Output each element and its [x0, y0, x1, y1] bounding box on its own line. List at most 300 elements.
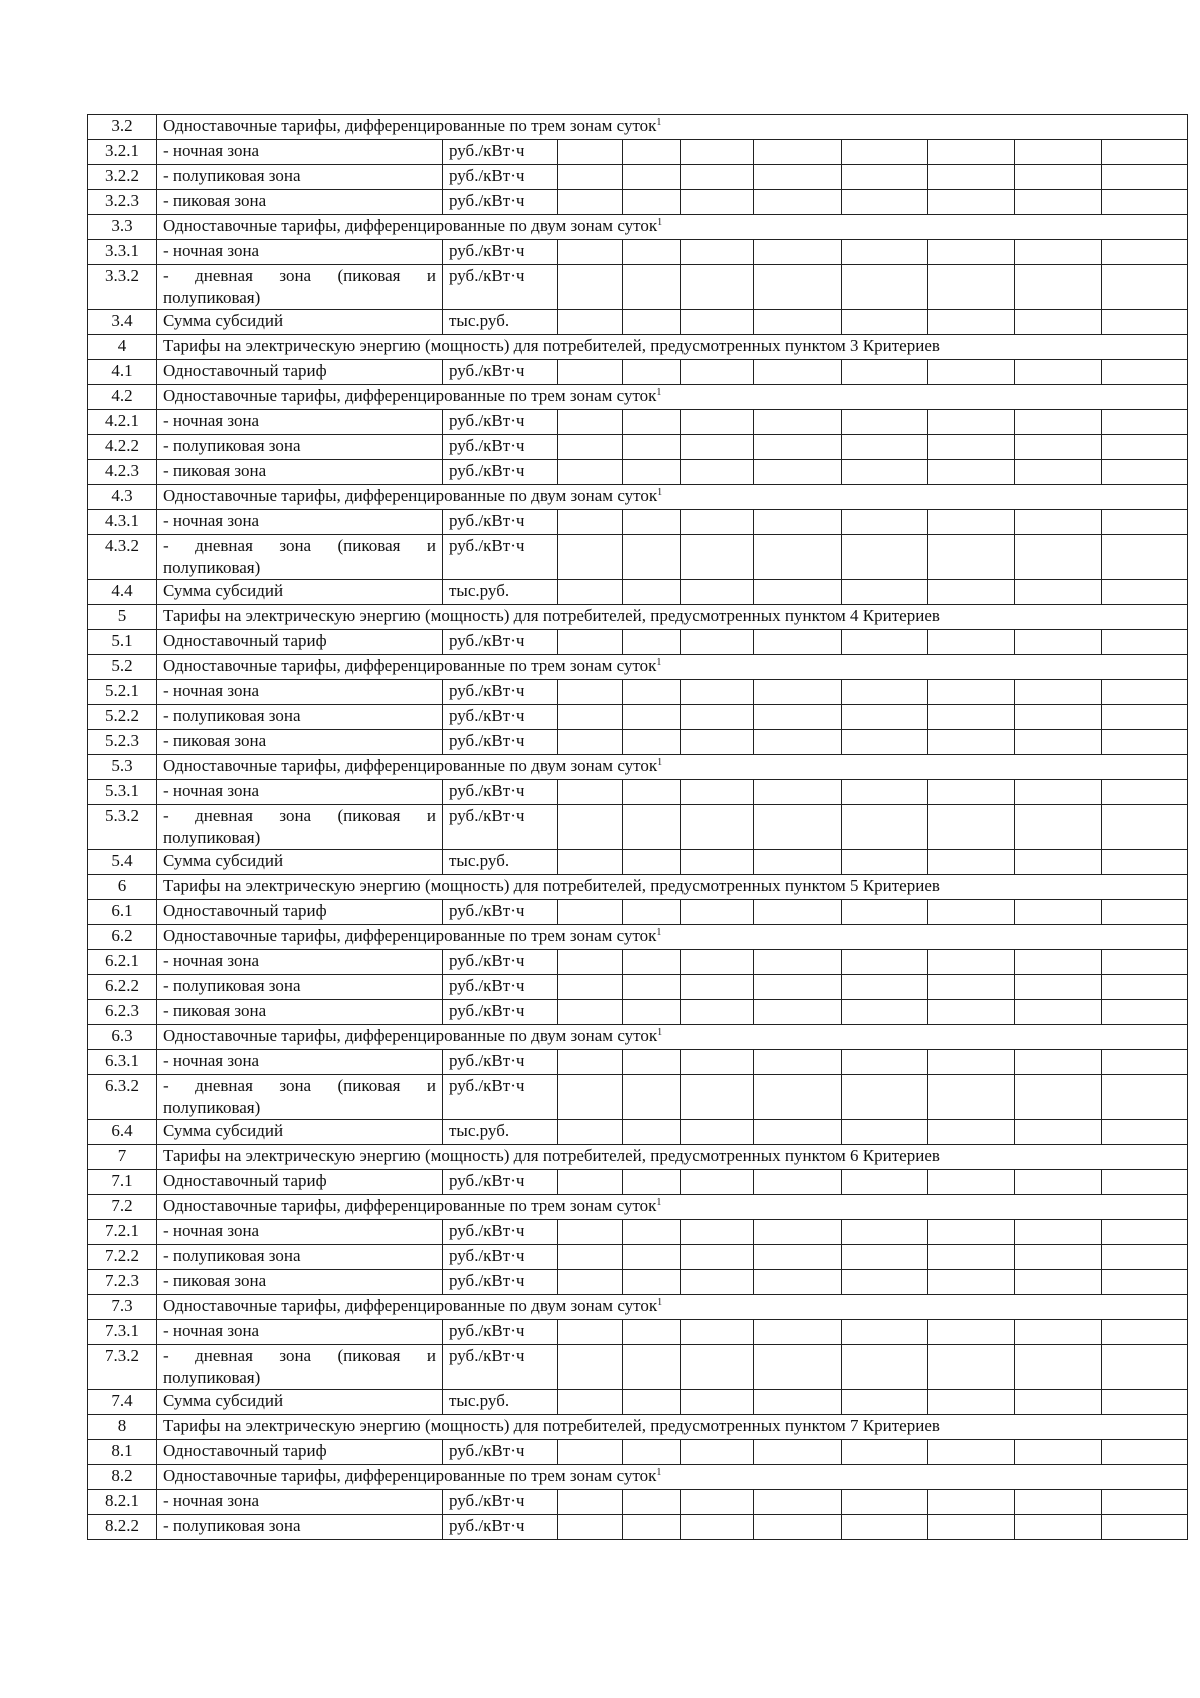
row-number: 7.2 [88, 1195, 157, 1220]
value-cell [842, 310, 928, 335]
row-label: - ночная зона [157, 410, 443, 435]
row-number: 6.4 [88, 1120, 157, 1145]
row-number: 7.3 [88, 1295, 157, 1320]
value-cell [1015, 780, 1102, 805]
row-number: 4.1 [88, 360, 157, 385]
footnote-marker: 1 [656, 657, 662, 668]
value-cell [928, 1120, 1015, 1145]
value-cell [681, 1270, 754, 1295]
value-cell [842, 580, 928, 605]
row-label: Одноставочные тарифы, дифференцированные по двум зонам суток [163, 1296, 658, 1315]
value-cell [928, 360, 1015, 385]
row-label: Одноставочные тарифы, дифференцированные по двум зонам суток [163, 756, 658, 775]
row-label: - пиковая зона [157, 730, 443, 755]
value-cell [1102, 1490, 1188, 1515]
row-number: 8.2.1 [88, 1490, 157, 1515]
value-cell [1102, 1515, 1188, 1540]
table-row [88, 1345, 1188, 1390]
table-row [88, 1145, 1188, 1170]
row-label: - полупиковая зона [157, 1515, 443, 1540]
row-label: Одноставочный тариф [157, 1440, 443, 1465]
row-label: - полупиковая зона [157, 1245, 443, 1270]
value-cell [1015, 1170, 1102, 1195]
value-cell [928, 535, 1015, 580]
value-cell [558, 900, 623, 925]
value-cell [681, 165, 754, 190]
value-cell [558, 460, 623, 485]
value-cell [754, 900, 842, 925]
value-cell [842, 680, 928, 705]
row-label: Тарифы на электрическую энергию (мощность) для потребителей, предусмотренных пунктом 5 Критериев [163, 876, 940, 895]
value-cell [928, 680, 1015, 705]
table-row [88, 755, 1188, 780]
row-number: 6 [88, 875, 157, 900]
value-cell [623, 360, 681, 385]
row-label: - ночная зона [157, 240, 443, 265]
value-cell [1102, 140, 1188, 165]
value-cell [928, 240, 1015, 265]
value-cell [842, 140, 928, 165]
value-cell [1102, 165, 1188, 190]
row-label: - дневная зона (пиковая и полупиковая) [157, 1075, 443, 1120]
value-cell [928, 1440, 1015, 1465]
value-cell [681, 1000, 754, 1025]
value-cell [1102, 435, 1188, 460]
value-cell [842, 950, 928, 975]
section-title [157, 875, 1188, 900]
group-title [157, 115, 1188, 140]
value-cell [558, 190, 623, 215]
value-cell [623, 1270, 681, 1295]
value-cell [928, 1270, 1015, 1295]
row-number: 3.3 [88, 215, 157, 240]
value-cell [842, 805, 928, 850]
row-number: 7.2.1 [88, 1220, 157, 1245]
value-cell [842, 510, 928, 535]
footnote-marker: 1 [657, 1297, 663, 1308]
row-label: - полупиковая зона [157, 435, 443, 460]
value-cell [681, 1245, 754, 1270]
value-cell [754, 1075, 842, 1120]
table-row [88, 705, 1188, 730]
value-cell [558, 1170, 623, 1195]
value-cell [1102, 705, 1188, 730]
row-label: Одноставочный тариф [157, 360, 443, 385]
row-number: 6.2.2 [88, 975, 157, 1000]
value-cell [928, 435, 1015, 460]
value-cell [754, 435, 842, 460]
table-row [88, 1270, 1188, 1295]
value-cell [842, 1220, 928, 1245]
table-row [88, 605, 1188, 630]
value-cell [681, 460, 754, 485]
table-row [88, 1050, 1188, 1075]
value-cell [754, 730, 842, 755]
unit-cell: руб./кВт·ч [443, 140, 558, 165]
value-cell [681, 850, 754, 875]
row-label: Сумма субсидий [157, 1390, 443, 1415]
value-cell [842, 360, 928, 385]
row-label: - дневная зона (пиковая и полупиковая) [157, 265, 443, 310]
row-number: 3.3.2 [88, 265, 157, 310]
unit-cell: руб./кВт·ч [443, 240, 558, 265]
value-cell [623, 1390, 681, 1415]
unit-cell: руб./кВт·ч [443, 1345, 558, 1390]
row-label: - полупиковая зона [157, 705, 443, 730]
table-row [88, 240, 1188, 265]
group-title [157, 215, 1188, 240]
value-cell [842, 1170, 928, 1195]
row-number: 3.4 [88, 310, 157, 335]
value-cell [842, 1270, 928, 1295]
row-number: 4.3.1 [88, 510, 157, 535]
value-cell [1015, 1320, 1102, 1345]
row-number: 4.4 [88, 580, 157, 605]
value-cell [681, 265, 754, 310]
unit-cell: руб./кВт·ч [443, 460, 558, 485]
table-row [88, 140, 1188, 165]
unit-cell: тыс.руб. [443, 580, 558, 605]
unit-cell: руб./кВт·ч [443, 1245, 558, 1270]
value-cell [558, 435, 623, 460]
value-cell [558, 1050, 623, 1075]
table-row [88, 435, 1188, 460]
value-cell [842, 1000, 928, 1025]
value-cell [558, 165, 623, 190]
value-cell [754, 460, 842, 485]
value-cell [842, 240, 928, 265]
unit-cell: руб./кВт·ч [443, 1270, 558, 1295]
value-cell [842, 1515, 928, 1540]
value-cell [558, 680, 623, 705]
value-cell [1102, 1120, 1188, 1145]
value-cell [558, 1000, 623, 1025]
value-cell [558, 780, 623, 805]
row-number: 7.3.2 [88, 1345, 157, 1390]
table-row [88, 1000, 1188, 1025]
value-cell [754, 360, 842, 385]
row-label: Сумма субсидий [157, 310, 443, 335]
value-cell [558, 730, 623, 755]
value-cell [754, 580, 842, 605]
row-label: Одноставочные тарифы, дифференцированные по трем зонам суток [163, 386, 657, 405]
value-cell [928, 460, 1015, 485]
value-cell [928, 1220, 1015, 1245]
value-cell [1102, 975, 1188, 1000]
footnote-marker: 1 [656, 1197, 662, 1208]
row-number: 4.2.2 [88, 435, 157, 460]
value-cell [681, 1320, 754, 1345]
row-label: Одноставочные тарифы, дифференцированные по трем зонам суток [163, 1466, 657, 1485]
value-cell [623, 240, 681, 265]
value-cell [623, 310, 681, 335]
table-row [88, 410, 1188, 435]
group-title [157, 1295, 1188, 1320]
unit-cell: руб./кВт·ч [443, 730, 558, 755]
value-cell [754, 1320, 842, 1345]
value-cell [754, 780, 842, 805]
table-row [88, 360, 1188, 385]
value-cell [623, 1220, 681, 1245]
value-cell [928, 310, 1015, 335]
value-cell [842, 850, 928, 875]
row-label: Одноставочные тарифы, дифференцированные по трем зонам суток [163, 1196, 657, 1215]
value-cell [842, 1440, 928, 1465]
value-cell [1015, 1000, 1102, 1025]
value-cell [1015, 1440, 1102, 1465]
value-cell [928, 950, 1015, 975]
row-number: 8.2.2 [88, 1515, 157, 1540]
value-cell [1102, 265, 1188, 310]
value-cell [558, 360, 623, 385]
row-label: - пиковая зона [157, 1270, 443, 1295]
footnote-marker: 1 [657, 487, 663, 498]
unit-cell: руб./кВт·ч [443, 510, 558, 535]
value-cell [1102, 410, 1188, 435]
value-cell [842, 1490, 928, 1515]
value-cell [623, 1000, 681, 1025]
value-cell [754, 1270, 842, 1295]
row-number: 4.2 [88, 385, 157, 410]
group-title [157, 755, 1188, 780]
tariff-table [87, 114, 1188, 1540]
value-cell [681, 1515, 754, 1540]
value-cell [1015, 190, 1102, 215]
value-cell [754, 630, 842, 655]
value-cell [558, 535, 623, 580]
unit-cell: руб./кВт·ч [443, 1320, 558, 1345]
value-cell [1015, 900, 1102, 925]
value-cell [928, 630, 1015, 655]
row-number: 6.2.3 [88, 1000, 157, 1025]
row-label: Одноставочный тариф [157, 1170, 443, 1195]
value-cell [558, 975, 623, 1000]
row-label: Сумма субсидий [157, 580, 443, 605]
value-cell [1015, 630, 1102, 655]
unit-cell: руб./кВт·ч [443, 805, 558, 850]
value-cell [928, 850, 1015, 875]
row-label: - ночная зона [157, 1220, 443, 1245]
row-label: - дневная зона (пиковая и полупиковая) [157, 535, 443, 580]
table-row [88, 950, 1188, 975]
value-cell [1102, 1220, 1188, 1245]
table-row [88, 510, 1188, 535]
table-row [88, 1320, 1188, 1345]
row-label: Тарифы на электрическую энергию (мощность) для потребителей, предусмотренных пунктом 4 Критериев [163, 606, 940, 625]
value-cell [1015, 1120, 1102, 1145]
section-title [157, 1145, 1188, 1170]
value-cell [754, 310, 842, 335]
row-number: 7.2.3 [88, 1270, 157, 1295]
value-cell [842, 265, 928, 310]
table-row [88, 900, 1188, 925]
value-cell [681, 580, 754, 605]
unit-cell: руб./кВт·ч [443, 780, 558, 805]
value-cell [842, 165, 928, 190]
value-cell [928, 1390, 1015, 1415]
value-cell [754, 1245, 842, 1270]
unit-cell: руб./кВт·ч [443, 1515, 558, 1540]
value-cell [1015, 1245, 1102, 1270]
unit-cell: тыс.руб. [443, 850, 558, 875]
value-cell [623, 1075, 681, 1120]
value-cell [558, 1075, 623, 1120]
value-cell [754, 1000, 842, 1025]
value-cell [1102, 1320, 1188, 1345]
row-label: Одноставочный тариф [157, 900, 443, 925]
row-number: 7.4 [88, 1390, 157, 1415]
value-cell [1015, 1345, 1102, 1390]
value-cell [928, 1515, 1015, 1540]
row-label: Сумма субсидий [157, 1120, 443, 1145]
row-label: Одноставочные тарифы, дифференцированные по двум зонам суток [163, 1026, 658, 1045]
table-row [88, 580, 1188, 605]
unit-cell: руб./кВт·ч [443, 680, 558, 705]
value-cell [558, 410, 623, 435]
value-cell [558, 705, 623, 730]
value-cell [623, 1320, 681, 1345]
table-row [88, 310, 1188, 335]
value-cell [1015, 1075, 1102, 1120]
value-cell [928, 1050, 1015, 1075]
value-cell [754, 190, 842, 215]
value-cell [928, 1245, 1015, 1270]
value-cell [623, 630, 681, 655]
row-number: 3.2.3 [88, 190, 157, 215]
value-cell [842, 460, 928, 485]
table-row [88, 1440, 1188, 1465]
row-number: 8.1 [88, 1440, 157, 1465]
table-row [88, 1245, 1188, 1270]
value-cell [558, 1390, 623, 1415]
row-number: 8.2 [88, 1465, 157, 1490]
value-cell [623, 900, 681, 925]
value-cell [623, 975, 681, 1000]
value-cell [1015, 680, 1102, 705]
value-cell [558, 950, 623, 975]
table-row [88, 1390, 1188, 1415]
value-cell [842, 705, 928, 730]
row-number: 5.2.3 [88, 730, 157, 755]
value-cell [558, 630, 623, 655]
unit-cell: руб./кВт·ч [443, 975, 558, 1000]
value-cell [623, 510, 681, 535]
value-cell [842, 1345, 928, 1390]
value-cell [842, 1075, 928, 1120]
unit-cell: руб./кВт·ч [443, 1490, 558, 1515]
unit-cell: руб./кВт·ч [443, 1050, 558, 1075]
value-cell [1102, 1270, 1188, 1295]
value-cell [928, 190, 1015, 215]
value-cell [754, 1440, 842, 1465]
value-cell [623, 705, 681, 730]
row-label: Тарифы на электрическую энергию (мощность) для потребителей, предусмотренных пунктом 7 Критериев [163, 1416, 940, 1435]
value-cell [681, 900, 754, 925]
value-cell [1015, 460, 1102, 485]
value-cell [558, 1440, 623, 1465]
unit-cell: руб./кВт·ч [443, 165, 558, 190]
value-cell [1102, 580, 1188, 605]
value-cell [1015, 850, 1102, 875]
row-number: 3.2 [88, 115, 157, 140]
value-cell [754, 165, 842, 190]
row-label: Одноставочные тарифы, дифференцированные по трем зонам суток [163, 656, 657, 675]
value-cell [558, 1515, 623, 1540]
unit-cell: руб./кВт·ч [443, 410, 558, 435]
value-cell [928, 1170, 1015, 1195]
unit-cell: руб./кВт·ч [443, 1170, 558, 1195]
row-number: 3.2.2 [88, 165, 157, 190]
value-cell [623, 680, 681, 705]
value-cell [681, 535, 754, 580]
value-cell [754, 1120, 842, 1145]
value-cell [623, 730, 681, 755]
row-number: 8 [88, 1415, 157, 1440]
table-row [88, 385, 1188, 410]
value-cell [623, 1440, 681, 1465]
value-cell [558, 850, 623, 875]
value-cell [681, 1345, 754, 1390]
value-cell [754, 950, 842, 975]
value-cell [842, 1050, 928, 1075]
value-cell [1015, 1220, 1102, 1245]
value-cell [754, 265, 842, 310]
section-title [157, 1415, 1188, 1440]
row-label: - пиковая зона [157, 460, 443, 485]
value-cell [928, 805, 1015, 850]
value-cell [754, 1515, 842, 1540]
row-number: 5 [88, 605, 157, 630]
value-cell [754, 975, 842, 1000]
value-cell [623, 950, 681, 975]
row-label: - ночная зона [157, 1490, 443, 1515]
footnote-marker: 1 [656, 117, 662, 128]
table-row [88, 215, 1188, 240]
value-cell [928, 780, 1015, 805]
unit-cell: руб./кВт·ч [443, 900, 558, 925]
value-cell [623, 1245, 681, 1270]
value-cell [681, 1390, 754, 1415]
row-label: - полупиковая зона [157, 165, 443, 190]
value-cell [681, 975, 754, 1000]
table-row [88, 1415, 1188, 1440]
table-row [88, 875, 1188, 900]
footnote-marker: 1 [656, 1467, 662, 1478]
value-cell [842, 190, 928, 215]
value-cell [623, 165, 681, 190]
value-cell [1015, 1490, 1102, 1515]
value-cell [558, 265, 623, 310]
value-cell [1102, 630, 1188, 655]
table-row [88, 1515, 1188, 1540]
row-label: - пиковая зона [157, 190, 443, 215]
value-cell [558, 1245, 623, 1270]
value-cell [681, 805, 754, 850]
value-cell [681, 360, 754, 385]
value-cell [558, 1220, 623, 1245]
table-row [88, 1120, 1188, 1145]
row-number: 4.3.2 [88, 535, 157, 580]
row-label: - ночная зона [157, 780, 443, 805]
row-number: 4.3 [88, 485, 157, 510]
section-title [157, 605, 1188, 630]
value-cell [928, 265, 1015, 310]
value-cell [1015, 1515, 1102, 1540]
row-number: 5.2.2 [88, 705, 157, 730]
value-cell [1015, 580, 1102, 605]
value-cell [681, 1075, 754, 1120]
row-number: 7 [88, 1145, 157, 1170]
